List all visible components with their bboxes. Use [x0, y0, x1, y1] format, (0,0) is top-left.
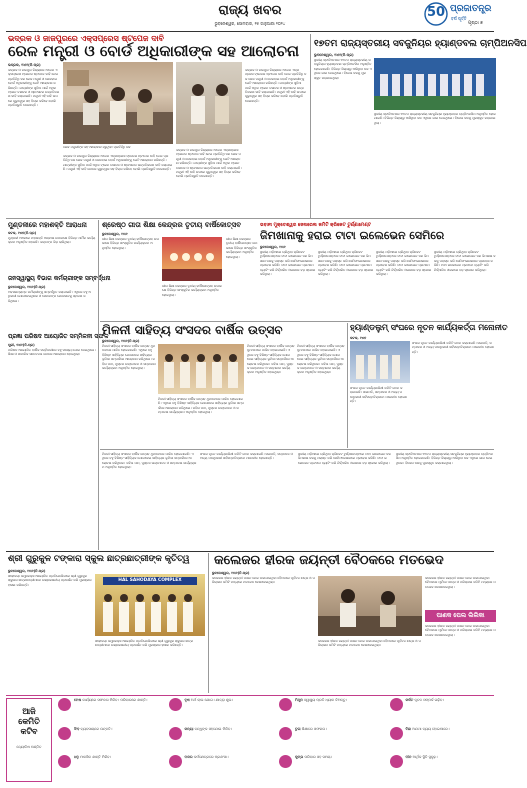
zodiac-icon	[58, 698, 71, 711]
zodiac-icon	[169, 755, 182, 768]
zodiac-text: ଆର୍ଥିକ ସ୍ଥିତି ସୁଦୃଢ଼।	[412, 755, 438, 760]
left-brief-3-byline: ପୁରୀ, ୧୪ା୧(ନି.ପ୍ର)	[8, 343, 35, 347]
zodiac-sign: ସିଂହ	[74, 726, 80, 731]
horoscope-entry	[279, 755, 384, 782]
right-top-headline: ୧୭ତମ ରାଜ୍ୟସ୍ତରୀୟ ସବଜୁନିୟର ହ୍ୟାଣ୍ଡବଲ ଚାମ୍ପିଅନସିପ	[314, 39, 527, 49]
horoscope-title-2: କେମିତି	[18, 717, 40, 726]
zodiac-text: ଅଯଥା ବ୍ୟୟ ହୋଇପାରେ।	[412, 726, 450, 731]
horoscope-entry	[169, 698, 274, 725]
horoscope-title-1: ଆଜି	[22, 707, 36, 716]
mid-photo	[162, 237, 222, 281]
band-left-body-4: ମିଳନୀ ସାହିତ୍ୟ ସଂସଦର ବାର୍ଷିକ ଉତ୍ସବ ଧୁମଧାମରେ ପାଳିତ ହୋଇଯାଇଛି। ଏଥିରେ ବହୁ ବିଶିଷ୍ଟ ସାହିତ୍ୟିକ ଯୋଗଦେଇ ସାହିତ୍ୟର ଭୂମିକା ସମ୍ପର୍କରେ ଆଲୋଚନା କରିଥିଲେ। କବିତା ପାଠ, ପୁସ୍ତକ ଉନ୍ମୋଚନ ଓ ସମ୍ମାନନା କାର୍ଯ୍ୟକ୍ରମ ଅନୁଷ୍ଠିତ ହୋଇଥିଲା।	[297, 344, 345, 375]
lead-body-col1: ଭଦ୍ରକ ଓ ଜାଜପୁର ଜିଲ୍ଲାରେ ଅନେକ ଏକ୍ସପ୍ରେସ ଟ୍ରେନର ଷ୍ଟପେଜ ଦାବି ନେଇ ପ୍ରତିନିଧି ଦଳ ରେଳ ମନ୍ତ୍ରୀ ଓ ରେଳବାଇ ବୋର୍ଡ ଅଧିକାରୀଙ୍କୁ ଭେଟି ଆଲୋଚନା କରିଛନ୍ତି। ଯାତ୍ରୀଙ୍କ ସୁବିଧା ପାଇଁ ଅଧିକ ଟ୍ରେନ ଚଳାଚଳ ଓ ଷ୍ଟେସନର ଉନ୍ନତିକରଣ ଦାବି କରାଯାଇଛି। ମନ୍ତ୍ରୀ ଏହି ଦାବି ଉପରେ ଗୁରୁତ୍ୱର ସହ ବିଚାର କରିବେ ବୋଲି ପ୍ରତିଶ୍ରୁତି ଦେଇଛନ୍ତି।	[8, 68, 60, 108]
section-divider	[100, 321, 494, 322]
horoscope-entry	[279, 727, 384, 754]
band-left-photo	[158, 344, 244, 394]
page-number: ପୃଷ୍ଠା ୭	[468, 21, 483, 26]
zodiac-sign: ମକର	[184, 755, 193, 760]
zodiac-icon	[279, 727, 292, 740]
zodiac-icon	[169, 727, 182, 740]
cricket-body-3: ସ୍ଥାନୀୟ ପଡ଼ିଆରେ ଚାଲିଥିବା କ୍ରିକେଟ ଟୁର୍ଣ୍ଣାମେଣ୍ଟରେ ଟାଟା ଇଲେଭେନ ଦଳ ଜିମଖାନା ଦଳକୁ ପରାସ୍ତ କରି ସେମିଫାଇନାଲରେ ପ୍ରବେଶ କରିଛି। ଟାଟା ଇଲେଭେନ ପ୍ରଥମେ ବ୍ୟାଟିଂ କରି ନିର୍ଦ୍ଧାରିତ ଓଭରରେ ବଡ଼ ସ୍କୋର କରିଥିଲା।	[376, 250, 432, 277]
section-divider	[6, 218, 494, 219]
handball-photo	[374, 58, 496, 110]
bottom-right-byline: ଭୁବନେଶ୍ୱର, ୧୪ା୧(ନି.ପ୍ର)	[212, 571, 250, 575]
lead-kicker: ଭଦ୍ରକ ଓ ଜାଜପୁରରେ ଏକ୍ସପ୍ରେସ ଷ୍ଟପେଜ ଦାବି	[8, 34, 164, 43]
zodiac-sign: ମିଥୁନ	[295, 698, 303, 702]
section-divider	[6, 695, 494, 696]
section-title: ରାଜ୍ୟ ଖବର	[218, 3, 282, 18]
horoscope-grid	[58, 698, 494, 782]
anniversary-text: ବର୍ଷ ପୂର୍ତ୍ତି	[451, 16, 467, 21]
mid-headline: ଶ୍ରେଷ୍ଠ ଗୀତା ଶିକ୍ଷା କେନ୍ଦ୍ରର ତୃତୀୟ ବାର୍ଷିକୋତ୍ସବ	[102, 221, 241, 229]
mid-body-1: ଗୀତା ଶିକ୍ଷା କେନ୍ଦ୍ରର ତୃତୀୟ ବାର୍ଷିକୋତ୍ସବ ଉପଲକ୍ଷେ ବିଭିନ୍ନ ସାଂସ୍କୃତିକ କାର୍ଯ୍ୟକ୍ରମ ଅନୁଷ୍ଠିତ ହୋଇଥିଲା।	[102, 237, 159, 250]
right-top-byline: ଭୁବନେଶ୍ୱର, ୧୪ା୧(ନି.ପ୍ର)	[314, 53, 354, 57]
zodiac-text: ଶିକ୍ଷାରେ ସଫଳତା।	[301, 726, 327, 731]
zodiac-text: ସ୍ୱାସ୍ଥ୍ୟ ପ୍ରତି ଧ୍ୟାନ ଦିଅନ୍ତୁ।	[304, 698, 348, 702]
lead-body-col3: ଭଦ୍ରକ ଓ ଜାଜପୁର ଜିଲ୍ଲାରେ ଅନେକ ଏକ୍ସପ୍ରେସ ଟ୍ରେନର ଷ୍ଟପେଜ ଦାବି ନେଇ ପ୍ରତିନିଧି ଦଳ ରେଳ ମନ୍ତ୍ରୀ ଓ ରେଳବାଇ ବୋର୍ଡ ଅଧିକାରୀଙ୍କୁ ଭେଟି ଆଲୋଚନା କରିଛନ୍ତି। ଯାତ୍ରୀଙ୍କ ସୁବିଧା ପାଇଁ ଅଧିକ ଟ୍ରେନ ଚଳାଚଳ ଓ ଷ୍ଟେସନର ଉନ୍ନତିକରଣ ଦାବି କରାଯାଇଛି। ମନ୍ତ୍ରୀ ଏହି ଦାବି ଉପରେ ଗୁରୁତ୍ୱର ସହ ବିଚାର କରିବେ ବୋଲି ପ୍ରତିଶ୍ରୁତି ଦେଇଛନ୍ତି।	[176, 148, 242, 179]
left-brief-2-body: ଅବସରପ୍ରାପ୍ତ କର୍ମଚାରୀଙ୍କୁ ସମ୍ବର୍ଦ୍ଧିତ କରାଯାଇଛି। ଏଥିରେ ବହୁ ଅଧିକାରୀ ଯୋଗଦେଇଥିଲେ ଓ ସେମାନଙ୍କ ଯୋଗଦାନକୁ ସ୍ମରଣ କରିଥିଲେ।	[8, 290, 91, 303]
bottom-right-body-1: କଲେଜର ହୀରକ ଜୟନ୍ତୀ ପାଳନ ନେଇ ଡକାଯାଇଥିବା ବୈଠକରେ ପୂର୍ବତନ ଛାତ୍ର ଓ ପରିଚାଳନା କମିଟି ମଧ୍ୟରେ ମତଭେଦ ଦେଖାଦେଇଥିଲା।	[212, 576, 315, 585]
zodiac-text: କାର୍ଯ୍ୟରେ ସଫଳତା ମିଳିବ। ପରିବାରରେ ଶାନ୍ତି।	[82, 698, 148, 702]
zodiac-icon	[390, 727, 403, 740]
mid-body-2: ଗୀତା ଶିକ୍ଷା କେନ୍ଦ୍ରର ତୃତୀୟ ବାର୍ଷିକୋତ୍ସବ ଉପଲକ୍ଷେ ବିଭିନ୍ନ ସାଂସ୍କୃତିକ କାର୍ଯ୍ୟକ୍ରମ ଅନୁଷ୍ଠିତ ହୋଇଥିଲା।	[162, 284, 222, 297]
lead-photo	[63, 62, 173, 144]
zodiac-sign: ବୃଷ	[184, 698, 190, 702]
bottom-right-headline: କଲେଜର ହୀରକ ଜୟନ୍ତୀ ବୈଠକରେ ମତଭେଦ	[214, 553, 444, 568]
horoscope-entry	[390, 727, 495, 754]
masthead-divider	[6, 31, 494, 32]
left-brief-1-headline: ମୁଣ୍ଡଳୀରେ ମହାଶକ୍ତି ଆରାଧନା	[8, 221, 87, 229]
column-divider	[98, 220, 99, 550]
lead-headline: ରେଳ ମନ୍ତ୍ରୀ ଓ ବୋର୍ଡ ଅଧିକାରୀଙ୍କ ସହ ଆଲୋଚନା	[8, 42, 300, 60]
band-right-headline: ହ୍ୟାଣ୍ଡଲୁମ୍ ସଂଘରେ ନୂତନ କାର୍ଯ୍ୟକର୍ତ୍ତା ମନୋନୀତ	[350, 323, 508, 332]
zodiac-sign: ଧନୁ	[74, 755, 79, 760]
side-box-body: କଲେଜର ହୀରକ ଜୟନ୍ତୀ ପାଳନ ନେଇ ଡକାଯାଇଥିବା ବୈଠକରେ ପୂର୍ବତନ ଛାତ୍ର ଓ ପରିଚାଳନା କମିଟି ମଧ୍ୟରେ ମତଭେଦ ଦେଖାଦେଇଥିଲା।	[425, 624, 496, 637]
left-brief-3-headline: ପ୍ରଜ୍ଞା ପରିଷଦ ଆୟୋଜିତ ସମ୍ମିଳନୀ ସଫଳ	[8, 333, 109, 340]
side-box	[425, 576, 496, 692]
horoscope-entry	[58, 727, 163, 754]
side-box-body-top: କଲେଜର ହୀରକ ଜୟନ୍ତୀ ପାଳନ ନେଇ ଡକାଯାଇଥିବା ବୈଠକରେ ପୂର୍ବତନ ଛାତ୍ର ଓ ପରିଚାଳନା କମିଟି ମଧ୍ୟରେ ମତଭେଦ ଦେଖାଦେଇଥିଲା।	[425, 576, 496, 589]
band-left-headline: ମିଳନୀ ସାହିତ୍ୟ ସଂସଦର ବାର୍ଷିକ ଉତ୍ସବ	[102, 323, 283, 337]
zodiac-sign: ତୁଳା	[295, 726, 301, 731]
band-left-byline: ଭୁବନେଶ୍ୱର, ୧୪ା୧(ନି.ପ୍ର)	[102, 339, 140, 343]
cricket-body-1: ସ୍ଥାନୀୟ ପଡ଼ିଆରେ ଚାଲିଥିବା କ୍ରିକେଟ ଟୁର୍ଣ୍ଣାମେଣ୍ଟରେ ଟାଟା ଇଲେଭେନ ଦଳ ଜିମଖାନା ଦଳକୁ ପରାସ୍ତ କରି ସେମିଫାଇନାଲରେ ପ୍ରବେଶ କରିଛି। ଟାଟା ଇଲେଭେନ ପ୍ରଥମେ ବ୍ୟାଟିଂ କରି ନିର୍ଦ୍ଧାରିତ ଓଭରରେ ବଡ଼ ସ୍କୋର କରିଥିଲା।	[260, 250, 316, 277]
left-brief-3-body: ପରିଷଦ ଆୟୋଜିତ ବାର୍ଷିକ ସମ୍ମିଳନୀରେ ବହୁ ସଦସ୍ୟ ଯୋଗ ଦେଇଥିଲେ। ଶିକ୍ଷା ଓ ସାମାଜିକ ସଚେତନତା ଉପରେ ଆଲୋଚନା ହୋଇଥିଲା।	[8, 348, 96, 357]
left-brief-2-byline: ଭୁବନେଶ୍ୱର, ୧୪ା୧(ନି.ପ୍ର)	[8, 285, 46, 289]
horoscope-astrologer: ଜ୍ୟୋତିଷ ପଣ୍ଡିତ	[16, 745, 42, 749]
zodiac-text: ମାନସିକ ଶାନ୍ତି ମିଳିବ।	[80, 755, 112, 760]
mid-body-3: ଗୀତା ଶିକ୍ଷା କେନ୍ଦ୍ରର ତୃତୀୟ ବାର୍ଷିକୋତ୍ସବ ଉପଲକ୍ଷେ ବିଭିନ୍ନ ସାଂସ୍କୃତିକ କାର୍ଯ୍ୟକ୍ରମ ଅନୁଷ୍ଠିତ ହୋଇଥିଲା।	[226, 237, 258, 259]
left-brief-2-headline: ଜନସ୍ୱାସ୍ଥ୍ୟ ବିଭାଗ କର୍ମଚାରୀଙ୍କ ସମ୍ବର୍ଦ୍ଧନା	[8, 275, 111, 282]
lead-body-col4: ଭଦ୍ରକ ଓ ଜାଜପୁର ଜିଲ୍ଲାରେ ଅନେକ ଏକ୍ସପ୍ରେସ ଟ୍ରେନର ଷ୍ଟପେଜ ଦାବି ନେଇ ପ୍ରତିନିଧି ଦଳ ରେଳ ମନ୍ତ୍ରୀ ଓ ରେଳବାଇ ବୋର୍ଡ ଅଧିକାରୀଙ୍କୁ ଭେଟି ଆଲୋଚନା କରିଛନ୍ତି। ଯାତ୍ରୀଙ୍କ ସୁବିଧା ପାଇଁ ଅଧିକ ଟ୍ରେନ ଚଳାଚଳ ଓ ଷ୍ଟେସନର ଉନ୍ନତିକରଣ ଦାବି କରାଯାଇଛି। ମନ୍ତ୍ରୀ ଏହି ଦାବି ଉପରେ ଗୁରୁତ୍ୱର ସହ ବିଚାର କରିବେ ବୋଲି ପ୍ରତିଶ୍ରୁତି ଦେଇଛନ୍ତି।	[245, 68, 307, 103]
masthead	[0, 0, 500, 38]
lower-fill-1: ମିଳନୀ ସାହିତ୍ୟ ସଂସଦର ବାର୍ଷିକ ଉତ୍ସବ ଧୁମଧାମରେ ପାଳିତ ହୋଇଯାଇଛି। ଏଥିରେ ବହୁ ବିଶିଷ୍ଟ ସାହିତ୍ୟିକ ଯୋଗଦେଇ ସାହିତ୍ୟର ଭୂମିକା ସମ୍ପର୍କରେ ଆଲୋଚନା କରିଥିଲେ। କବିତା ପାଠ, ପୁସ୍ତକ ଉନ୍ମୋଚନ ଓ ସମ୍ମାନନା କାର୍ଯ୍ୟକ୍ରମ ଅନୁଷ୍ଠିତ ହୋଇଥିଲା।	[102, 452, 197, 470]
sahodaya-photo	[95, 574, 205, 636]
band-left-body-3: ମିଳନୀ ସାହିତ୍ୟ ସଂସଦର ବାର୍ଷିକ ଉତ୍ସବ ଧୁମଧାମରେ ପାଳିତ ହୋଇଯାଇଛି। ଏଥିରେ ବହୁ ବିଶିଷ୍ଟ ସାହିତ୍ୟିକ ଯୋଗଦେଇ ସାହିତ୍ୟର ଭୂମିକା ସମ୍ପର୍କରେ ଆଲୋଚନା କରିଥିଲେ। କବିତା ପାଠ, ପୁସ୍ତକ ଉନ୍ମୋଚନ ଓ ସମ୍ମାନନା କାର୍ଯ୍ୟକ୍ରମ ଅନୁଷ୍ଠିତ ହୋଇଥିଲା।	[247, 344, 295, 375]
band-right-byline: କଟକ, ୧୪ା୧	[350, 336, 367, 340]
zodiac-icon	[58, 727, 71, 740]
horoscope-entry	[169, 755, 274, 782]
lead-photo-2	[176, 62, 242, 144]
horoscope-title-3: କଟିବ	[20, 727, 38, 736]
dateline: ଭୁବନେଶ୍ୱର, ସୋମବାର, ୧୫ ଜାନୁଆରୀ ୨୦୨୪	[214, 21, 286, 26]
horoscope-entry	[58, 755, 163, 782]
horoscope-section	[6, 698, 494, 784]
zodiac-icon	[279, 698, 292, 711]
zodiac-icon	[390, 755, 403, 768]
lower-fill-3: ସ୍ଥାନୀୟ ପଡ଼ିଆରେ ଚାଲିଥିବା କ୍ରିକେଟ ଟୁର୍ଣ୍ଣାମେଣ୍ଟରେ ଟାଟା ଇଲେଭେନ ଦଳ ଜିମଖାନା ଦଳକୁ ପରାସ୍ତ କରି ସେମିଫାଇନାଲରେ ପ୍ରବେଶ କରିଛି। ଟାଟା ଇଲେଭେନ ପ୍ରଥମେ ବ୍ୟାଟିଂ କରି ନିର୍ଦ୍ଧାରିତ ଓଭରରେ ବଡ଼ ସ୍କୋର କରିଥିଲା।	[298, 452, 391, 465]
lower-fill-4: ସ୍ଥାନୀୟ ସ୍ଟାଡିଅମରେ ୧୭ତମ ରାଜ୍ୟସ୍ତରୀୟ ସବଜୁନିୟର ହ୍ୟାଣ୍ଡବଲ ଚାମ୍ପିଅନସିପ ଅନୁଷ୍ଠିତ ହୋଇଯାଇଛି। ବିଭିନ୍ନ ଜିଲ୍ଲାରୁ ଆସିଥିବା ଦଳ ଏଥିରେ ଭାଗ ନେଇଥିଲେ। ବିଜେତା ଦଳକୁ ପୁରସ୍କୃତ କରାଯାଇଥିଲା।	[396, 452, 494, 465]
horoscope-entry	[58, 698, 163, 725]
cricket-byline: ଭୁବନେଶ୍ୱର, ୧୪ା୧	[260, 245, 286, 249]
lead-byline: ଭଦ୍ରକ, ୧୪ା୧(ନି.ପ୍ର)	[8, 63, 41, 67]
zodiac-icon	[390, 698, 403, 711]
bottom-left-body-2: ସହୋଦୟା କମ୍ପ୍ଲେକ୍ସ ଆୟୋଜିତ ପ୍ରତିଯୋଗିତାରେ ଶ୍ରୀ ଗୁରୁକୁଳ ସ୍କୁଲର ଛାତ୍ରଛାତ୍ରୀମାନେ ଉଲ୍ଲେଖନୀୟ ପ୍ରଦର୍ଶନ କରି ପୁରସ୍କାର ହାସଲ କରିଛନ୍ତି।	[95, 639, 193, 648]
cricket-body-2: ସ୍ଥାନୀୟ ପଡ଼ିଆରେ ଚାଲିଥିବା କ୍ରିକେଟ ଟୁର୍ଣ୍ଣାମେଣ୍ଟରେ ଟାଟା ଇଲେଭେନ ଦଳ ଜିମଖାନା ଦଳକୁ ପରାସ୍ତ କରି ସେମିଫାଇନାଲରେ ପ୍ରବେଶ କରିଛି। ଟାଟା ଇଲେଭେନ ପ୍ରଥମେ ବ୍ୟାଟିଂ କରି ନିର୍ଦ୍ଧାରିତ ଓଭରରେ ବଡ଼ ସ୍କୋର କରିଥିଲା।	[318, 250, 374, 277]
bottom-left-headline: ଶ୍ରୀ ଗୁରୁକୁଳ ଟଙ୍କାରା ସ୍କୁଲ ଛାତ୍ରଛାତ୍ରୀଙ୍କ କୃତିତ୍ୱ	[8, 554, 190, 564]
cricket-kicker: ଭବାନୀ ମୁକ୍ତେଶ୍ୱର ଜେନାରେଲ କମିଟି କ୍ରିକେଟ ଟୁର୍ଣ୍ଣାମେଣ୍ଟ	[260, 223, 372, 228]
horoscope-title-box	[6, 698, 52, 782]
sahodaya-banner: HAL SAHODAYA COMPLEX	[103, 577, 197, 585]
cricket-headline: ଜିମଖାନାକୁ ହରାଇ ଟାଟା ଇଲେଭେନ ସେମିରେ	[260, 229, 445, 242]
horoscope-entry	[279, 698, 384, 725]
anniversary-number: 50	[426, 5, 446, 20]
zodiac-sign: ବିଛା	[405, 726, 412, 731]
left-brief-1-byline: କଟକ, ୧୪ା୧(ନି.ପ୍ର)	[8, 231, 37, 235]
section-divider	[6, 551, 494, 552]
band-left-body-2: ମିଳନୀ ସାହିତ୍ୟ ସଂସଦର ବାର୍ଷିକ ଉତ୍ସବ ଧୁମଧାମରେ ପାଳିତ ହୋଇଯାଇଛି। ଏଥିରେ ବହୁ ବିଶିଷ୍ଟ ସାହିତ୍ୟିକ ଯୋଗଦେଇ ସାହିତ୍ୟର ଭୂମିକା ସମ୍ପର୍କରେ ଆଲୋଚନା କରିଥିଲେ। କବିତା ପାଠ, ପୁସ୍ତକ ଉନ୍ମୋଚନ ଓ ସମ୍ମାନନା କାର୍ଯ୍ୟକ୍ରମ ଅନୁଷ୍ଠିତ ହୋଇଥିଲା।	[158, 397, 244, 415]
zodiac-icon	[279, 755, 292, 768]
zodiac-sign: ମୀନ	[405, 755, 412, 760]
bottom-left-byline: ଭୁବନେଶ୍ୱର, ୧୪ା୧(ନି.ପ୍ର)	[8, 569, 46, 573]
zodiac-sign: ମେଷ	[74, 698, 82, 702]
bottom-left-body-1: ସହୋଦୟା କମ୍ପ୍ଲେକ୍ସ ଆୟୋଜିତ ପ୍ରତିଯୋଗିତାରେ ଶ୍ରୀ ଗୁରୁକୁଳ ସ୍କୁଲର ଛାତ୍ରଛାତ୍ରୀମାନେ ଉଲ୍ଲେଖନୀୟ ପ୍ରଦର୍ଶନ କରି ପୁରସ୍କାର ହାସଲ କରିଛନ୍ତି।	[8, 574, 92, 587]
zodiac-sign: କନ୍ୟା	[184, 726, 194, 731]
lead-photo-caption: ରେଳ ମନ୍ତ୍ରୀଙ୍କ ସହ ଆଲୋଚନା କରୁଥିବା ପ୍ରତିନିଧି ଦଳ	[63, 145, 131, 149]
zodiac-icon	[58, 755, 71, 768]
mid-byline: ଭୁବନେଶ୍ୱର, ୧୪ା୧	[102, 232, 128, 236]
band-right-body-1: ସଂଘର ନୂତନ କାର୍ଯ୍ୟକାରିଣୀ କମିଟି ଗଠନ କରାଯାଇଛି। ସଭାପତି, ସମ୍ପାଦକ ଓ ଅନ୍ୟ ପଦାଧିକାରୀ ସର୍ବସମ୍ମତିକ୍ରମେ ମନୋନୀତ ହୋଇଛନ୍ତି।	[412, 341, 495, 354]
side-box-title: ପାଣକ ପେଲ ଲିଲିକା	[425, 610, 496, 622]
column-divider	[208, 553, 209, 693]
band-left-body-1: ମିଳନୀ ସାହିତ୍ୟ ସଂସଦର ବାର୍ଷିକ ଉତ୍ସବ ଧୁମଧାମରେ ପାଳିତ ହୋଇଯାଇଛି। ଏଥିରେ ବହୁ ବିଶିଷ୍ଟ ସାହିତ୍ୟିକ ଯୋଗଦେଇ ସାହିତ୍ୟର ଭୂମିକା ସମ୍ପର୍କରେ ଆଲୋଚନା କରିଥିଲେ। କବିତା ପାଠ, ପୁସ୍ତକ ଉନ୍ମୋଚନ ଓ ସମ୍ମାନନା କାର୍ଯ୍ୟକ୍ରମ ଅନୁଷ୍ଠିତ ହୋଇଥିଲା।	[102, 344, 156, 371]
horoscope-entry	[169, 727, 274, 754]
zodiac-text: ଅର୍ଥ ଲାଭ ଯୋଗ। ଯାତ୍ରା ଶୁଭ।	[190, 698, 234, 702]
zodiac-text: ନୂତନ ସମ୍ପର୍କ ଗଢ଼ିବ।	[414, 698, 444, 702]
column-divider	[310, 34, 311, 219]
column-divider	[347, 323, 348, 448]
band-right-photo	[350, 341, 410, 383]
horoscope-entry	[390, 698, 495, 725]
right-top-body-2: ସ୍ଥାନୀୟ ସ୍ଟାଡିଅମରେ ୧୭ତମ ରାଜ୍ୟସ୍ତରୀୟ ସବଜୁନିୟର ହ୍ୟାଣ୍ଡବଲ ଚାମ୍ପିଅନସିପ ଅନୁଷ୍ଠିତ ହୋଇଯାଇଛି। ବିଭିନ୍ନ ଜିଲ୍ଲାରୁ ଆସିଥିବା ଦଳ ଏଥିରେ ଭାଗ ନେଇଥିଲେ। ବିଜେତା ଦଳକୁ ପୁରସ୍କୃତ କରାଯାଇଥିଲା।	[374, 112, 496, 125]
paper-name: ପ୍ରଜାତନ୍ତ୍ର	[450, 4, 492, 14]
zodiac-text: ବନ୍ଧୁଙ୍କ ସହଯୋଗ ମିଳିବ।	[194, 726, 232, 731]
bottom-right-body-2: କଲେଜର ହୀରକ ଜୟନ୍ତୀ ପାଳନ ନେଇ ଡକାଯାଇଥିବା ବୈଠକରେ ପୂର୍ବତନ ଛାତ୍ର ଓ ପରିଚାଳନା କମିଟି ମଧ୍ୟରେ ମତଭେଦ ଦେଖାଦେଇଥିଲା।	[318, 639, 421, 648]
zodiac-text: ବ୍ୟବସାୟରେ ଉନ୍ନତି।	[80, 726, 113, 731]
zodiac-text: କର୍ମକ୍ଷେତ୍ରରେ ପ୍ରଶଂସା।	[193, 755, 229, 760]
cricket-body-4: ସ୍ଥାନୀୟ ପଡ଼ିଆରେ ଚାଲିଥିବା କ୍ରିକେଟ ଟୁର୍ଣ୍ଣାମେଣ୍ଟରେ ଟାଟା ଇଲେଭେନ ଦଳ ଜିମଖାନା ଦଳକୁ ପରାସ୍ତ କରି ସେମିଫାଇନାଲରେ ପ୍ରବେଶ କରିଛି। ଟାଟା ଇଲେଭେନ ପ୍ରଥମେ ବ୍ୟାଟିଂ କରି ନିର୍ଦ୍ଧାରିତ ଓଭରରେ ବଡ଼ ସ୍କୋର କରିଥିଲା।	[434, 250, 496, 272]
right-top-body-1: ସ୍ଥାନୀୟ ସ୍ଟାଡିଅମରେ ୧୭ତମ ରାଜ୍ୟସ୍ତରୀୟ ସବଜୁନିୟର ହ୍ୟାଣ୍ଡବଲ ଚାମ୍ପିଅନସିପ ଅନୁଷ୍ଠିତ ହୋଇଯାଇଛି। ବିଭିନ୍ନ ଜିଲ୍ଲାରୁ ଆସିଥିବା ଦଳ ଏଥିରେ ଭାଗ ନେଇଥିଲେ। ବିଜେତା ଦଳକୁ ପୁରସ୍କୃତ କରାଯାଇଥିଲା।	[314, 58, 372, 80]
zodiac-icon	[169, 698, 182, 711]
lead-body-col2: ଭଦ୍ରକ ଓ ଜାଜପୁର ଜିଲ୍ଲାରେ ଅନେକ ଏକ୍ସପ୍ରେସ ଟ୍ରେନର ଷ୍ଟପେଜ ଦାବି ନେଇ ପ୍ରତିନିଧି ଦଳ ରେଳ ମନ୍ତ୍ରୀ ଓ ରେଳବାଇ ବୋର୍ଡ ଅଧିକାରୀଙ୍କୁ ଭେଟି ଆଲୋଚନା କରିଛନ୍ତି। ଯାତ୍ରୀଙ୍କ ସୁବିଧା ପାଇଁ ଅଧିକ ଟ୍ରେନ ଚଳାଚଳ ଓ ଷ୍ଟେସନର ଉନ୍ନତିକରଣ ଦାବି କରାଯାଇଛି। ମନ୍ତ୍ରୀ ଏହି ଦାବି ଉପରେ ଗୁରୁତ୍ୱର ସହ ବିଚାର କରିବେ ବୋଲି ପ୍ରତିଶ୍ରୁତି ଦେଇଛନ୍ତି।	[63, 154, 173, 172]
band-right-body-2: ସଂଘର ନୂତନ କାର୍ଯ୍ୟକାରିଣୀ କମିଟି ଗଠନ କରାଯାଇଛି। ସଭାପତି, ସମ୍ପାଦକ ଓ ଅନ୍ୟ ପଦାଧିକାରୀ ସର୍ବସମ୍ମତିକ୍ରମେ ମନୋନୀତ ହୋଇଛନ୍ତି।	[350, 386, 407, 404]
horoscope-entry	[390, 755, 495, 782]
zodiac-text: ପରିବାର ସହ ସମୟ।	[304, 755, 333, 760]
zodiac-sign: କର୍କଟ	[405, 698, 414, 702]
left-brief-1-body: ମୁଣ୍ଡଳୀ ଅଞ୍ଚଳରେ ମହାଶକ୍ତି ଆରାଧନା ଉପଲକ୍ଷେ ବିଭିନ୍ନ ଧାର୍ମିକ କାର୍ଯ୍ୟକ୍ରମ ଅନୁଷ୍ଠିତ ହୋଇଛି। ଭକ୍ତଙ୍କ ଭିଡ଼ ଲାଗିଥିଲା।	[8, 236, 96, 245]
diamond-jubilee-photo	[318, 576, 422, 636]
section-divider	[100, 449, 494, 450]
zodiac-sign: କୁମ୍ଭ	[295, 755, 304, 760]
lower-fill-2: ସଂଘର ନୂତନ କାର୍ଯ୍ୟକାରିଣୀ କମିଟି ଗଠନ କରାଯାଇଛି। ସଭାପତି, ସମ୍ପାଦକ ଓ ଅନ୍ୟ ପଦାଧିକାରୀ ସର୍ବସମ୍ମତିକ୍ରମେ ମନୋନୀତ ହୋଇଛନ୍ତି।	[200, 452, 293, 461]
